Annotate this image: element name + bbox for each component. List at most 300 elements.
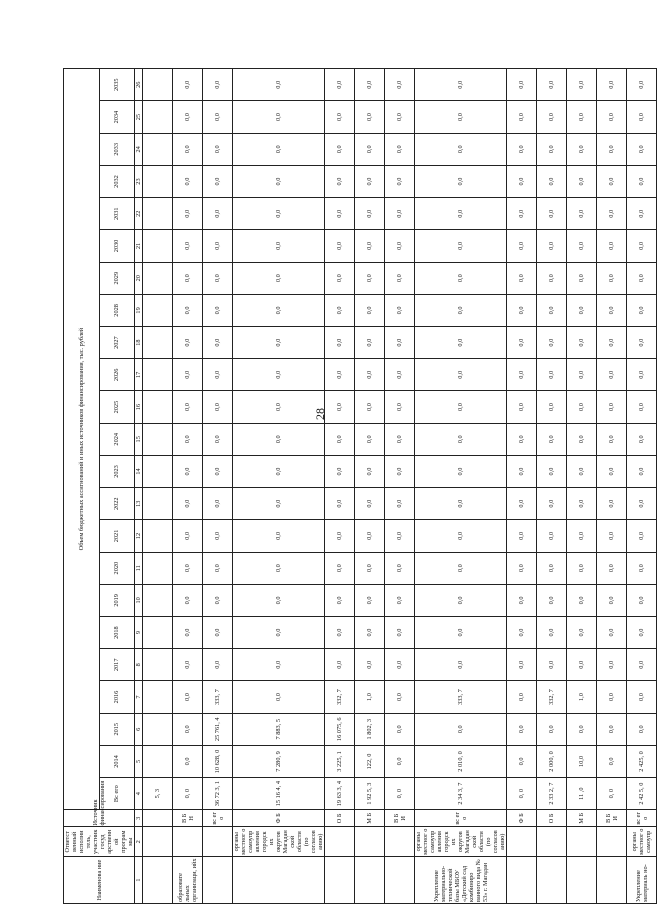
- row-value: 0,0: [233, 165, 325, 197]
- header-year: 2024: [99, 423, 135, 455]
- row-value: 0,0: [203, 359, 233, 391]
- row-value: 0,0: [627, 391, 657, 423]
- row-value: 0,0: [355, 262, 385, 294]
- row-value: [143, 681, 173, 713]
- row-total: 2 42 5, 0: [627, 778, 657, 810]
- row-value: 0,0: [507, 681, 537, 713]
- row-value: 0,0: [567, 165, 597, 197]
- row-value: 0,0: [627, 69, 657, 101]
- header-year: 2025: [99, 391, 135, 423]
- row-name: [597, 857, 627, 904]
- row-value: 0,0: [203, 262, 233, 294]
- row-value: 0,0: [627, 294, 657, 326]
- row-value: 0,0: [203, 488, 233, 520]
- row-value: 0,0: [537, 713, 567, 745]
- row-value: 0,0: [385, 262, 415, 294]
- row-value: 0,0: [173, 616, 203, 648]
- row-value: 0,0: [567, 552, 597, 584]
- row-value: 0,0: [415, 391, 507, 423]
- row-value: 0,0: [507, 745, 537, 777]
- row-value: 0,0: [355, 455, 385, 487]
- row-value: 0,0: [385, 391, 415, 423]
- row-value: 0,0: [385, 649, 415, 681]
- row-value: 0,0: [233, 262, 325, 294]
- row-value: 0,0: [567, 520, 597, 552]
- row-value: [143, 165, 173, 197]
- row-value: 2 425, 0: [627, 745, 657, 777]
- row-source: вс ег о: [203, 810, 233, 827]
- row-value: 0,0: [173, 359, 203, 391]
- row-value: 0,0: [325, 327, 355, 359]
- row-value: 0,0: [415, 294, 507, 326]
- header-source: Источник финансирования: [64, 810, 135, 827]
- row-value: 0,0: [355, 552, 385, 584]
- header-col-number: 2: [135, 827, 143, 857]
- row-value: 0,0: [203, 455, 233, 487]
- row-value: [143, 616, 173, 648]
- header-col-number: 7: [135, 681, 143, 713]
- row-executor: органы местног о самоупр: [627, 827, 657, 857]
- header-total: Вс его: [99, 778, 135, 810]
- row-value: 0,0: [355, 359, 385, 391]
- row-name: [143, 857, 173, 904]
- row-value: 0,0: [597, 649, 627, 681]
- row-value: [143, 745, 173, 777]
- row-value: 0,0: [173, 327, 203, 359]
- row-value: 0,0: [567, 69, 597, 101]
- header-year: 2017: [99, 649, 135, 681]
- header-year: 2029: [99, 262, 135, 294]
- row-value: 333, 7: [203, 681, 233, 713]
- row-executor: [143, 827, 173, 857]
- row-value: 0,0: [203, 165, 233, 197]
- row-value: 0,0: [173, 165, 203, 197]
- row-value: 0,0: [385, 681, 415, 713]
- row-value: 0,0: [627, 133, 657, 165]
- row-value: [143, 584, 173, 616]
- header-col-number: 1: [135, 857, 143, 904]
- row-value: 0,0: [173, 133, 203, 165]
- row-source: О Б: [325, 810, 355, 827]
- row-value: 0,0: [173, 391, 203, 423]
- row-value: 0,0: [325, 133, 355, 165]
- row-value: 0,0: [415, 165, 507, 197]
- row-value: 0,0: [325, 165, 355, 197]
- header-year: 2016: [99, 681, 135, 713]
- row-value: 0,0: [203, 198, 233, 230]
- row-source: вс ег о: [415, 810, 507, 827]
- row-value: 0,0: [385, 488, 415, 520]
- row-value: [143, 294, 173, 326]
- row-value: 0,0: [567, 294, 597, 326]
- row-name: Укрепление материально- технической базы МБОУ «Детский сад комбиниро ванного вида № 53» г. Магадан: [415, 857, 507, 904]
- row-value: [143, 230, 173, 262]
- row-value: 0,0: [627, 198, 657, 230]
- row-value: 0,0: [415, 327, 507, 359]
- row-value: 0,0: [233, 294, 325, 326]
- row-value: 0,0: [415, 488, 507, 520]
- row-source: М Б: [355, 810, 385, 827]
- row-value: 0,0: [233, 616, 325, 648]
- row-value: 0,0: [537, 649, 567, 681]
- row-value: 0,0: [233, 520, 325, 552]
- row-value: 0,0: [627, 488, 657, 520]
- row-value: 0,0: [537, 230, 567, 262]
- row-value: 0,0: [537, 616, 567, 648]
- row-value: [143, 262, 173, 294]
- financing-table: [63, 68, 657, 904]
- header-year: 2028: [99, 294, 135, 326]
- row-value: 0,0: [385, 713, 415, 745]
- row-value: 0,0: [415, 69, 507, 101]
- row-value: 0,0: [567, 198, 597, 230]
- row-value: 0,0: [355, 133, 385, 165]
- row-value: 0,0: [537, 133, 567, 165]
- row-value: 0,0: [597, 69, 627, 101]
- row-value: 0,0: [627, 552, 657, 584]
- header-year: 2027: [99, 327, 135, 359]
- row-value: 0,0: [627, 520, 657, 552]
- row-value: 0,0: [627, 455, 657, 487]
- header-col-number: 18: [135, 327, 143, 359]
- row-value: 0,0: [507, 359, 537, 391]
- row-total: 2 34 3, 7: [415, 778, 507, 810]
- header-col-number: 19: [135, 294, 143, 326]
- row-value: 0,0: [415, 359, 507, 391]
- row-name: [385, 857, 415, 904]
- row-value: 0,0: [385, 101, 415, 133]
- row-value: [143, 488, 173, 520]
- row-value: 2 010, 0: [415, 745, 507, 777]
- row-value: 0,0: [597, 520, 627, 552]
- header-col-number: 13: [135, 488, 143, 520]
- table-row: [537, 69, 567, 904]
- row-value: 0,0: [325, 423, 355, 455]
- row-value: 0,0: [203, 520, 233, 552]
- header-col-number: 15: [135, 423, 143, 455]
- row-value: 25 761, 4: [203, 713, 233, 745]
- header-col-number: 12: [135, 520, 143, 552]
- row-value: 0,0: [233, 681, 325, 713]
- row-value: 7 280, 9: [233, 745, 325, 777]
- row-value: 0,0: [355, 165, 385, 197]
- page-number: 28: [313, 408, 327, 420]
- row-value: 0,0: [597, 713, 627, 745]
- row-value: 0,0: [173, 230, 203, 262]
- row-value: [143, 423, 173, 455]
- row-value: 0,0: [325, 359, 355, 391]
- row-value: 0,0: [355, 294, 385, 326]
- header-year: 2035: [99, 69, 135, 101]
- header-year: 2022: [99, 488, 135, 520]
- row-value: 0,0: [415, 101, 507, 133]
- row-value: 122, 0: [355, 745, 385, 777]
- row-name: [325, 857, 355, 904]
- row-value: 0,0: [537, 520, 567, 552]
- row-total: 0, 0: [385, 778, 415, 810]
- row-value: 0,0: [355, 391, 385, 423]
- row-value: 0,0: [597, 488, 627, 520]
- table-row: [415, 69, 507, 904]
- row-value: 0,0: [203, 294, 233, 326]
- row-value: 0,0: [233, 455, 325, 487]
- row-value: 3 225, 1: [325, 745, 355, 777]
- row-value: 0,0: [415, 423, 507, 455]
- row-value: 0,0: [537, 455, 567, 487]
- row-total: 36 72 3, 1: [203, 778, 233, 810]
- row-value: 0,0: [537, 69, 567, 101]
- row-value: 0,0: [325, 198, 355, 230]
- header-col-number: 24: [135, 133, 143, 165]
- row-value: 0,0: [173, 552, 203, 584]
- row-value: 0,0: [385, 133, 415, 165]
- row-value: 0,0: [415, 455, 507, 487]
- row-value: 0,0: [233, 584, 325, 616]
- row-value: 0,0: [173, 262, 203, 294]
- row-value: 0,0: [385, 616, 415, 648]
- row-value: 0,0: [173, 101, 203, 133]
- row-value: 0,0: [385, 198, 415, 230]
- row-value: [143, 359, 173, 391]
- row-executor: органы местног о самоупр авления городск их округов Магадан ской области (по согласов анию): [415, 828, 506, 855]
- row-value: 0,0: [415, 133, 507, 165]
- row-value: 2 000, 0: [537, 745, 567, 777]
- row-value: 0,0: [203, 391, 233, 423]
- row-value: 0,0: [325, 391, 355, 423]
- row-value: 0,0: [203, 649, 233, 681]
- row-value: 0,0: [173, 423, 203, 455]
- row-value: 0,0: [415, 616, 507, 648]
- row-value: 0,0: [233, 391, 325, 423]
- row-value: 0,0: [415, 649, 507, 681]
- row-value: 0,0: [627, 262, 657, 294]
- header-year: 2026: [99, 359, 135, 391]
- row-value: 0,0: [597, 262, 627, 294]
- header-year: 2018: [99, 616, 135, 648]
- table-row: [143, 69, 173, 904]
- row-value: 0,0: [537, 165, 567, 197]
- row-value: 0,0: [537, 391, 567, 423]
- row-name: [203, 857, 233, 904]
- header-col-number: 3: [135, 810, 143, 827]
- row-value: 0,0: [233, 101, 325, 133]
- row-value: 0,0: [325, 294, 355, 326]
- row-value: 0,0: [385, 584, 415, 616]
- row-value: 0,0: [415, 520, 507, 552]
- row-value: [143, 649, 173, 681]
- row-value: 0,0: [537, 101, 567, 133]
- header-col-number: 11: [135, 552, 143, 584]
- row-value: 0,0: [173, 649, 203, 681]
- row-value: 0,0: [537, 198, 567, 230]
- row-value: 0,0: [203, 423, 233, 455]
- row-value: 0,0: [173, 713, 203, 745]
- row-value: 0,0: [325, 262, 355, 294]
- row-value: [143, 520, 173, 552]
- header-col-number: 9: [135, 616, 143, 648]
- row-value: 0,0: [597, 681, 627, 713]
- row-value: 0,0: [627, 681, 657, 713]
- table-row: [173, 69, 203, 904]
- row-value: 0,0: [385, 359, 415, 391]
- header-executor: Ответст венный исполни тель, участник госуд арственн ой програм мы: [64, 827, 135, 857]
- row-value: 0,0: [507, 584, 537, 616]
- row-value: 0,0: [385, 455, 415, 487]
- row-name: образовате льных организаци, ийх: [173, 857, 203, 904]
- row-value: 0,0: [385, 230, 415, 262]
- row-value: 0,0: [385, 745, 415, 777]
- row-value: 0,0: [567, 133, 597, 165]
- row-value: 0,0: [507, 391, 537, 423]
- row-value: 0,0: [507, 488, 537, 520]
- row-value: 10,0: [567, 745, 597, 777]
- row-value: 0,0: [385, 423, 415, 455]
- row-value: 0,0: [567, 327, 597, 359]
- row-total: 0, 0: [597, 778, 627, 810]
- row-source: О Б: [537, 810, 567, 827]
- table-row: [385, 69, 415, 904]
- row-value: 0,0: [173, 488, 203, 520]
- row-value: 0,0: [567, 584, 597, 616]
- row-value: 0,0: [325, 488, 355, 520]
- row-value: 0,0: [355, 616, 385, 648]
- row-value: 0,0: [567, 359, 597, 391]
- row-value: 0,0: [173, 198, 203, 230]
- row-value: 0,0: [233, 133, 325, 165]
- row-value: 0,0: [507, 198, 537, 230]
- row-value: 0,0: [355, 101, 385, 133]
- row-name: [233, 857, 325, 904]
- header-name: Наименова ние: [64, 857, 135, 904]
- header-year: 2019: [99, 584, 135, 616]
- row-value: 0,0: [233, 649, 325, 681]
- row-executor: [597, 827, 627, 857]
- row-value: 0,0: [355, 230, 385, 262]
- row-value: [143, 552, 173, 584]
- row-name: [537, 857, 567, 904]
- row-value: 0,0: [567, 455, 597, 487]
- row-name: Укрепление материаль но-: [627, 857, 657, 904]
- row-value: 0,0: [355, 488, 385, 520]
- row-value: [143, 69, 173, 101]
- row-value: 1 802, 3: [355, 713, 385, 745]
- row-value: 0,0: [385, 294, 415, 326]
- row-value: 0,0: [355, 198, 385, 230]
- row-value: 0,0: [597, 423, 627, 455]
- row-value: 0,0: [385, 327, 415, 359]
- row-value: 0,0: [385, 165, 415, 197]
- row-value: 0,0: [597, 165, 627, 197]
- row-value: 0,0: [355, 327, 385, 359]
- row-value: 0,0: [325, 584, 355, 616]
- row-source: вс ег о: [627, 810, 657, 827]
- row-value: 0,0: [325, 520, 355, 552]
- row-executor: [325, 827, 355, 857]
- row-total: 0, 0: [173, 778, 203, 810]
- row-value: 0,0: [233, 230, 325, 262]
- row-executor: [567, 827, 597, 857]
- header-col-number: 8: [135, 649, 143, 681]
- row-value: 0,0: [415, 262, 507, 294]
- row-value: 0,0: [507, 262, 537, 294]
- row-value: 0,0: [325, 616, 355, 648]
- row-value: 0,0: [203, 552, 233, 584]
- row-value: 0,0: [355, 423, 385, 455]
- row-value: 0,0: [233, 359, 325, 391]
- header-year: 2032: [99, 165, 135, 197]
- row-value: 0,0: [597, 616, 627, 648]
- row-value: 332, 7: [537, 681, 567, 713]
- row-value: 0,0: [173, 745, 203, 777]
- row-value: 0,0: [415, 230, 507, 262]
- row-total: 19 63 3, 4: [325, 778, 355, 810]
- row-source: Ф Б: [507, 810, 537, 827]
- row-value: 0,0: [233, 488, 325, 520]
- row-value: 333, 7: [415, 681, 507, 713]
- row-value: 0,0: [173, 520, 203, 552]
- row-value: 0,0: [537, 294, 567, 326]
- row-value: 0,0: [627, 713, 657, 745]
- row-value: 0,0: [597, 455, 627, 487]
- row-value: 0,0: [173, 681, 203, 713]
- header-year: 2014: [99, 745, 135, 777]
- header-year: 2021: [99, 520, 135, 552]
- row-value: 0,0: [507, 713, 537, 745]
- row-value: 0,0: [203, 230, 233, 262]
- row-value: 0,0: [355, 69, 385, 101]
- row-value: 0,0: [627, 584, 657, 616]
- row-value: 0,0: [567, 391, 597, 423]
- row-value: 0,0: [537, 584, 567, 616]
- row-value: 0,0: [507, 230, 537, 262]
- header-year: 2020: [99, 552, 135, 584]
- header-year: 2015: [99, 713, 135, 745]
- row-value: 0,0: [627, 230, 657, 262]
- row-value: 0,0: [537, 488, 567, 520]
- row-value: 0,0: [627, 423, 657, 455]
- header-col-number: 14: [135, 455, 143, 487]
- row-value: 332, 7: [325, 681, 355, 713]
- row-value: 0,0: [355, 520, 385, 552]
- row-executor: [203, 827, 233, 857]
- row-value: 16 075, 6: [325, 713, 355, 745]
- row-executor: [385, 827, 415, 857]
- row-value: 0,0: [203, 101, 233, 133]
- row-value: [143, 198, 173, 230]
- table-row: [203, 69, 233, 904]
- row-total: 5, 3: [143, 778, 173, 810]
- row-value: 0,0: [507, 294, 537, 326]
- row-value: 0,0: [627, 649, 657, 681]
- row-value: 0,0: [597, 327, 627, 359]
- row-value: 0,0: [597, 198, 627, 230]
- header-col-number: 26: [135, 69, 143, 101]
- row-value: 0,0: [355, 584, 385, 616]
- table-row: [627, 69, 657, 904]
- row-value: 0,0: [233, 327, 325, 359]
- row-value: 0,0: [567, 488, 597, 520]
- row-value: 0,0: [325, 649, 355, 681]
- table-row: [567, 69, 597, 904]
- row-value: 0,0: [537, 262, 567, 294]
- row-value: 0,0: [597, 745, 627, 777]
- row-value: [143, 455, 173, 487]
- row-value: 0,0: [597, 552, 627, 584]
- row-value: 0,0: [385, 520, 415, 552]
- row-executor: [173, 827, 203, 857]
- row-value: 0,0: [537, 359, 567, 391]
- row-value: 1,0: [567, 681, 597, 713]
